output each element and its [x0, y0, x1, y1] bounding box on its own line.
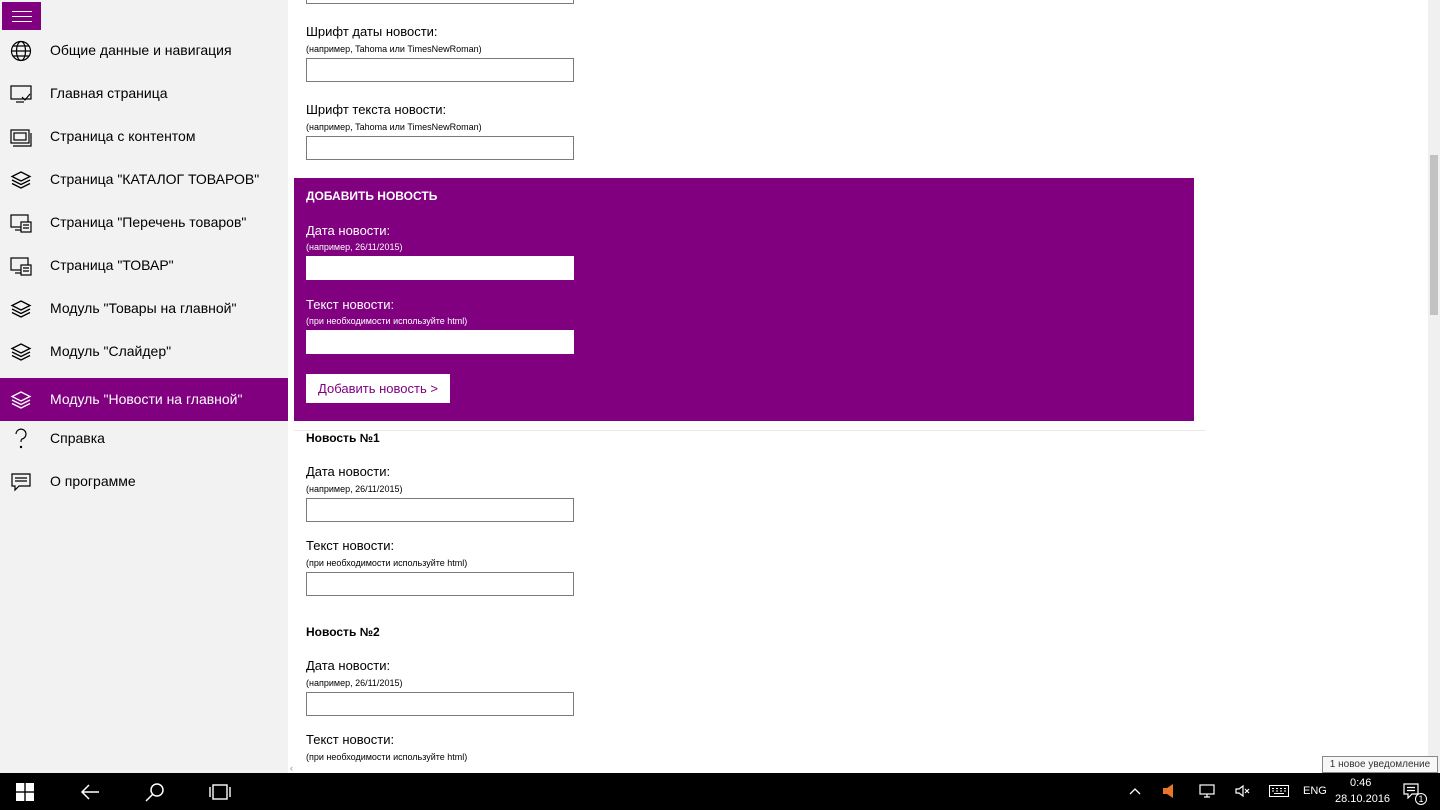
monitor-doc-icon [10, 255, 32, 277]
news-2-text-label: Текст новости: [306, 732, 395, 747]
volume-muted-icon [1235, 784, 1251, 798]
layers-icon [10, 389, 32, 411]
news-1-text-label: Текст новости: [306, 538, 395, 553]
sidebar-item-label: Справка [50, 430, 105, 446]
windows-logo-icon [16, 783, 34, 801]
sidebar-item-help[interactable] [0, 417, 288, 460]
task-view-icon [208, 783, 232, 801]
monitor-doc-icon [10, 212, 32, 234]
news-2-date-hint: (например, 26/11/2015) [306, 678, 403, 688]
sidebar-item-label: Страница "Перечень товаров" [50, 214, 247, 230]
taskbar [0, 773, 1440, 810]
sidebar-item-content-page[interactable] [0, 115, 288, 158]
sidebar-item-product-page[interactable] [0, 244, 288, 287]
pages-icon [10, 126, 32, 148]
previous-setting-input[interactable] [306, 0, 574, 4]
date-font-input[interactable] [306, 58, 574, 82]
add-news-panel [294, 178, 1194, 421]
add-news-date-hint: (например, 26/11/2015) [306, 242, 403, 252]
network-button[interactable] [1196, 773, 1220, 810]
news-2-text-hint: (при необходимости используйте html) [306, 752, 468, 762]
notification-toast[interactable]: 1 новое уведомление [1322, 756, 1438, 773]
add-news-title: ДОБАВИТЬ НОВОСТЬ [306, 189, 438, 203]
divider [294, 430, 1206, 431]
date-font-hint: (например, Tahoma или TimesNewRoman) [306, 44, 482, 54]
back-arrow-icon [80, 783, 100, 801]
network-icon [1199, 783, 1217, 799]
sidebar-item-label: Общие данные и навигация [50, 42, 232, 58]
hamburger-line [12, 16, 32, 17]
touch-keyboard-button[interactable] [1266, 773, 1292, 810]
hamburger-menu-button[interactable] [2, 2, 41, 30]
sidebar-item-home-products-module[interactable] [0, 287, 288, 330]
tray-app-button[interactable] [1158, 773, 1180, 810]
clock-time[interactable]: 0:46 [1350, 777, 1372, 789]
sidebar-item-about[interactable] [0, 460, 288, 503]
action-center-button[interactable] [1396, 773, 1430, 810]
news-1-title: Новость №1 [306, 431, 380, 445]
sidebar-item-slider-module[interactable] [0, 330, 288, 373]
news-2-date-input[interactable] [306, 692, 574, 716]
add-news-date-label: Дата новости: [306, 223, 391, 238]
hamburger-line [12, 21, 32, 22]
task-view-button[interactable] [196, 773, 246, 810]
news-2-title: Новость №2 [306, 625, 380, 639]
layers-icon [10, 341, 32, 363]
sidebar [0, 0, 288, 773]
news-1-date-hint: (например, 26/11/2015) [306, 484, 403, 494]
orange-speaker-icon [1162, 783, 1176, 799]
question-icon [10, 428, 32, 450]
sidebar-item-label: Страница "ТОВАР" [50, 257, 174, 273]
sidebar-item-home-page[interactable] [0, 72, 288, 115]
scrollbar-thumb[interactable] [1430, 155, 1438, 315]
news-1-text-input[interactable] [306, 572, 574, 596]
news-1-date-input[interactable] [306, 498, 574, 522]
notification-count-badge: 1 [1415, 793, 1427, 805]
sidebar-item-product-list-page[interactable] [0, 201, 288, 244]
sidebar-item-label: Модуль "Слайдер" [50, 343, 172, 359]
text-font-label: Шрифт текста новости: [306, 102, 447, 117]
add-news-text-hint: (при необходимости используйте html) [306, 316, 468, 326]
search-icon [145, 782, 165, 802]
sidebar-item-catalog-page[interactable] [0, 158, 288, 201]
main-content [288, 0, 1428, 773]
layers-icon [10, 298, 32, 320]
globe-icon [10, 40, 32, 62]
sidebar-item-general-navigation[interactable] [0, 29, 288, 72]
date-font-label: Шрифт даты новости: [306, 24, 438, 39]
add-news-text-label: Текст новости: [306, 297, 395, 312]
back-button[interactable] [64, 773, 114, 810]
chevron-up-icon [1129, 787, 1141, 795]
sidebar-item-label: О программе [50, 473, 136, 489]
volume-button[interactable] [1232, 773, 1254, 810]
hamburger-line [12, 11, 32, 12]
monitor-check-icon [10, 83, 32, 105]
language-indicator[interactable]: ENG [1303, 785, 1327, 797]
sidebar-item-label: Главная страница [50, 85, 168, 101]
news-2-date-label: Дата новости: [306, 658, 391, 673]
news-1-date-label: Дата новости: [306, 464, 391, 479]
keyboard-icon [1269, 785, 1289, 797]
text-font-hint: (например, Tahoma или TimesNewRoman) [306, 122, 482, 132]
sidebar-item-label: Модуль "Новости на главной" [50, 391, 243, 407]
start-button[interactable] [0, 773, 50, 810]
news-1-text-hint: (при необходимости используйте html) [306, 558, 468, 568]
vertical-scrollbar[interactable] [1428, 0, 1440, 773]
add-news-button[interactable]: Добавить новость > [306, 374, 450, 403]
add-news-date-input[interactable] [306, 256, 574, 280]
comment-icon [10, 471, 32, 493]
clock-date[interactable]: 28.10.2016 [1335, 793, 1391, 805]
text-font-input[interactable] [306, 136, 574, 160]
sidebar-item-home-news-module[interactable] [0, 378, 288, 421]
sidebar-item-label: Модуль "Товары на главной" [50, 300, 237, 316]
layers-icon [10, 169, 32, 191]
sidebar-item-label: Страница "КАТАЛОГ ТОВАРОВ" [50, 171, 260, 187]
scroll-left-arrow-icon[interactable]: ‹ [290, 763, 293, 773]
add-news-text-input[interactable] [306, 330, 574, 354]
sidebar-item-label: Страница с контентом [50, 128, 196, 144]
search-button[interactable] [130, 773, 180, 810]
show-hidden-icons-button[interactable] [1124, 773, 1146, 810]
